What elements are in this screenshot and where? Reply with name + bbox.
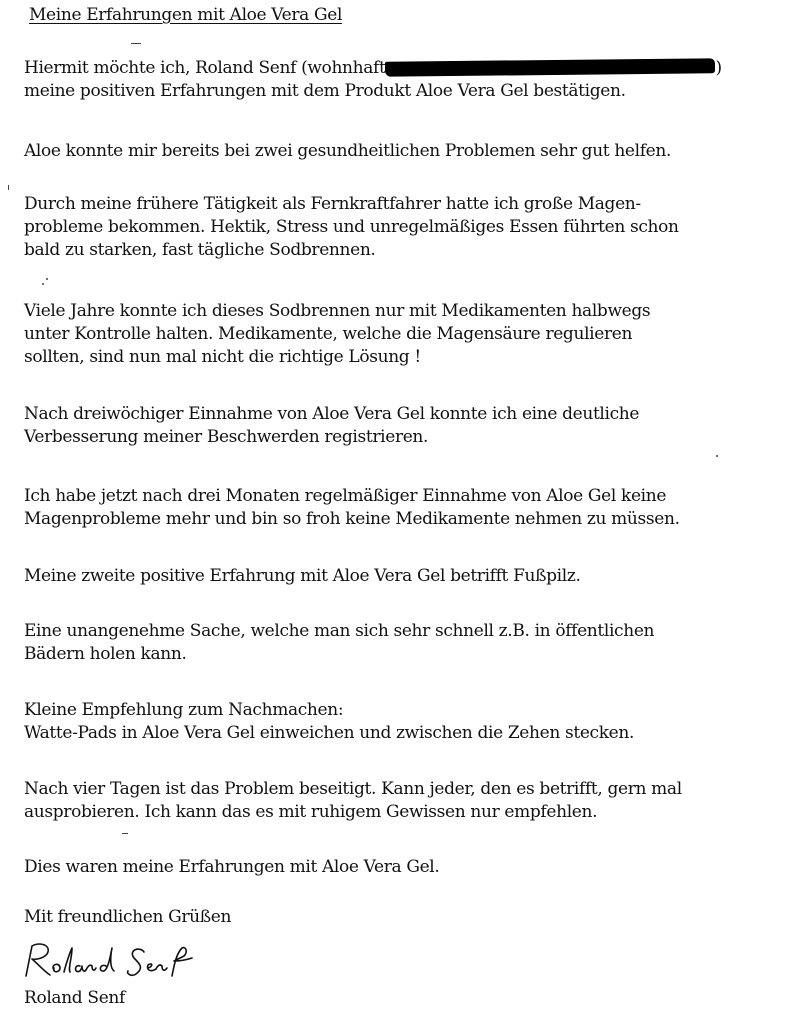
- paragraph-3-line-1: Durch meine frühere Tätigkeit als Fernkraftfahrer hatte ich große Magen-: [24, 194, 641, 214]
- scan-speck: [122, 833, 128, 834]
- paragraph-6-line-1: Ich habe jetzt nach drei Monaten regelmäßiger Einnahme von Aloe Gel keine: [24, 486, 667, 506]
- scan-speck: [716, 455, 718, 457]
- scan-speck: [131, 43, 141, 44]
- paragraph-1-line-2: meine positiven Erfahrungen mit dem Produkt Aloe Vera Gel bestätigen.: [24, 81, 626, 101]
- scan-speck: [46, 278, 48, 280]
- scan-speck: [42, 283, 44, 285]
- paragraph-9-line-2: Watte-Pads in Aloe Vera Gel einweichen und zwischen die Zehen stecken.: [24, 723, 635, 743]
- paragraph-7-line-1: Meine zweite positive Erfahrung mit Aloe Vera Gel betrifft Fußpilz.: [24, 566, 581, 586]
- intro-text: Hiermit möchte ich, Roland Senf (wohnhaft: [24, 58, 386, 78]
- paragraph-9-line-1: Kleine Empfehlung zum Nachmachen:: [24, 700, 344, 720]
- paragraph-10-line-2: ausprobieren. Ich kann das es mit ruhigem Gewissen nur empfehlen.: [24, 802, 598, 822]
- address-redaction: [385, 58, 715, 76]
- paragraph-2-line-1: Aloe konnte mir bereits bei zwei gesundheitlichen Problemen sehr gut helfen.: [24, 141, 672, 161]
- paragraph-1-line-1: [24, 57, 722, 79]
- paragraph-4-line-3: sollten, sind nun mal nicht die richtige Lösung !: [24, 347, 421, 367]
- paragraph-6-line-2: Magenprobleme mehr und bin so froh keine Medikamente nehmen zu müssen.: [24, 509, 680, 529]
- scan-speck: [8, 185, 9, 190]
- paragraph-3-line-3: bald zu starken, fast tägliche Sodbrennen.: [24, 240, 376, 260]
- paragraph-8-line-1: Eine unangenehme Sache, welche man sich sehr schnell z.B. in öffentlichen: [24, 621, 655, 641]
- signer-name: Roland Senf: [24, 988, 125, 1008]
- paragraph-8-line-2: Bädern holen kann.: [24, 644, 187, 664]
- paragraph-3-line-2: probleme bekommen. Hektik, Stress und unregelmäßiges Essen führten schon: [24, 217, 679, 237]
- paragraph-4-line-1: Viele Jahre konnte ich dieses Sodbrennen nur mit Medikamenten halbwegs: [24, 301, 651, 321]
- paragraph-10-line-1: Nach vier Tagen ist das Problem beseitigt. Kann jeder, den es betrifft, gern mal: [24, 779, 682, 799]
- paragraph-4-line-2: unter Kontrolle halten. Medikamente, welche die Magensäure regulieren: [24, 324, 633, 344]
- paragraph-5-line-2: Verbesserung meiner Beschwerden registrieren.: [24, 427, 429, 447]
- paragraph-5-line-1: Nach dreiwöchiger Einnahme von Aloe Vera Gel konnte ich eine deutliche: [24, 404, 640, 424]
- paragraph-11-line-1: Dies waren meine Erfahrungen mit Aloe Vera Gel.: [24, 857, 440, 877]
- intro-closing-paren: ): [715, 58, 722, 78]
- handwritten-signature: [16, 938, 216, 984]
- closing-salutation: Mit freundlichen Grüßen: [24, 907, 232, 927]
- letter-title: Meine Erfahrungen mit Aloe Vera Gel: [29, 5, 343, 25]
